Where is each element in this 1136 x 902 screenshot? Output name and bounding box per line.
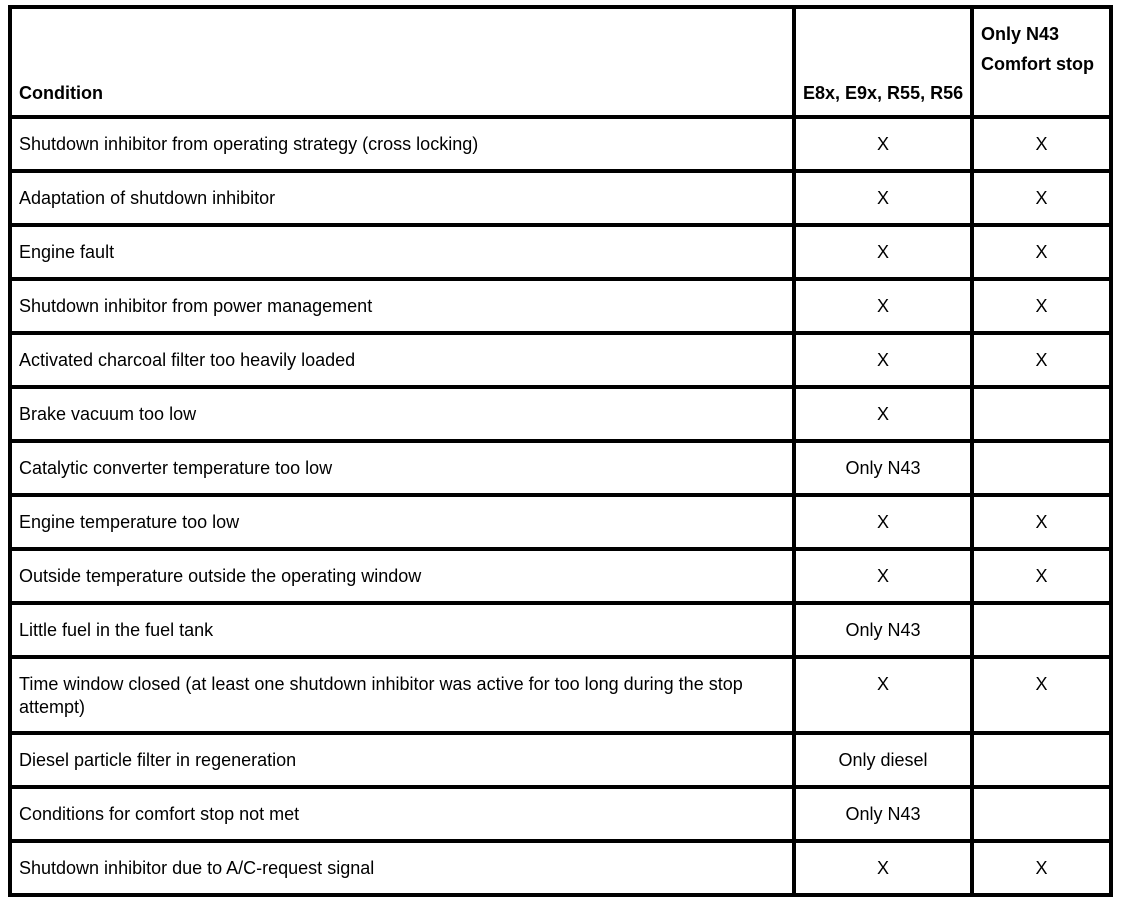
models-cell: Only N43	[794, 441, 972, 495]
condition-cell: Engine fault	[10, 225, 794, 279]
condition-cell: Shutdown inhibitor from operating strategy (cross locking)	[10, 117, 794, 171]
models-cell: Only diesel	[794, 733, 972, 787]
models-cell: X	[794, 387, 972, 441]
models-cell: Only N43	[794, 787, 972, 841]
condition-cell: Catalytic converter temperature too low	[10, 441, 794, 495]
table-row	[10, 387, 1111, 441]
condition-cell: Conditions for comfort stop not met	[10, 787, 794, 841]
n43-cell	[972, 387, 1111, 441]
n43-cell: X	[972, 495, 1111, 549]
condition-cell: Adaptation of shutdown inhibitor	[10, 171, 794, 225]
models-cell: X	[794, 549, 972, 603]
header-models: E8x, E9x, R55, R56	[794, 7, 972, 117]
condition-cell: Little fuel in the fuel tank	[10, 603, 794, 657]
models-cell: X	[794, 495, 972, 549]
table-header-row	[10, 7, 1111, 117]
models-cell: X	[794, 225, 972, 279]
models-cell: X	[794, 117, 972, 171]
n43-cell: X	[972, 171, 1111, 225]
table-row	[10, 495, 1111, 549]
header-condition: Condition	[10, 7, 794, 117]
models-cell: X	[794, 841, 972, 895]
condition-cell: Shutdown inhibitor due to A/C-request signal	[10, 841, 794, 895]
table-row	[10, 657, 1111, 733]
table-row	[10, 279, 1111, 333]
models-cell: Only N43	[794, 603, 972, 657]
n43-cell: X	[972, 225, 1111, 279]
table-row	[10, 603, 1111, 657]
condition-cell: Engine temperature too low	[10, 495, 794, 549]
header-only-n43: Only N43	[981, 24, 1060, 44]
table-row	[10, 787, 1111, 841]
header-only-n43-comfort-stop	[972, 7, 1111, 117]
condition-cell: Brake vacuum too low	[10, 387, 794, 441]
models-cell: X	[794, 333, 972, 387]
condition-cell: Shutdown inhibitor from power management	[10, 279, 794, 333]
models-cell: X	[794, 279, 972, 333]
models-cell: X	[794, 171, 972, 225]
n43-cell	[972, 787, 1111, 841]
table-row	[10, 733, 1111, 787]
n43-cell: X	[972, 841, 1111, 895]
n43-cell	[972, 733, 1111, 787]
condition-cell: Diesel particle filter in regeneration	[10, 733, 794, 787]
n43-cell	[972, 603, 1111, 657]
n43-cell: X	[972, 657, 1111, 733]
n43-cell: X	[972, 279, 1111, 333]
conditions-table	[8, 5, 1113, 897]
table-row	[10, 171, 1111, 225]
n43-cell: X	[972, 549, 1111, 603]
table-row	[10, 441, 1111, 495]
header-comfort-stop: Comfort stop	[981, 54, 1094, 74]
table-row	[10, 841, 1111, 895]
models-cell: X	[794, 657, 972, 733]
table-row	[10, 333, 1111, 387]
condition-cell: Activated charcoal filter too heavily loaded	[10, 333, 794, 387]
table-row	[10, 117, 1111, 171]
condition-cell: Outside temperature outside the operating window	[10, 549, 794, 603]
n43-cell: X	[972, 333, 1111, 387]
table-row	[10, 225, 1111, 279]
table-row	[10, 549, 1111, 603]
n43-cell: X	[972, 117, 1111, 171]
condition-cell: Time window closed (at least one shutdown inhibitor was active for too long during the stop attempt)	[10, 657, 794, 733]
n43-cell	[972, 441, 1111, 495]
